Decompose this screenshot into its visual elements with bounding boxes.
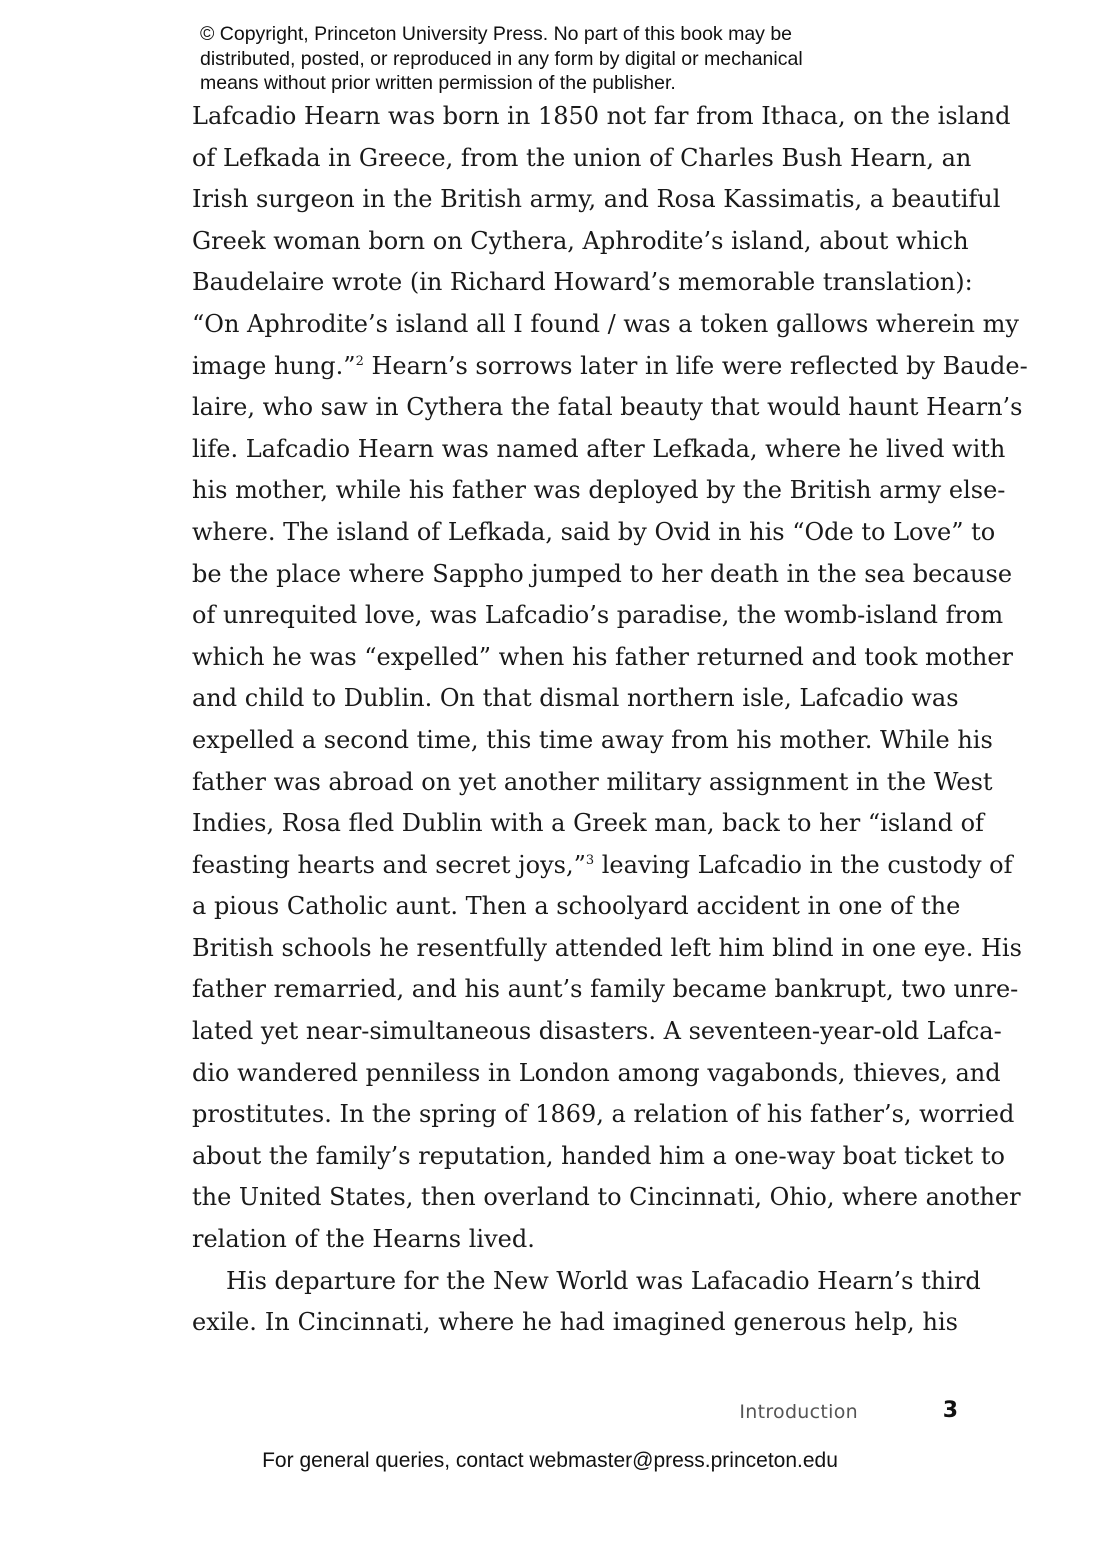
text-line: prostitutes. In the spring of 1869, a relation of his father’s, worried (192, 1100, 1015, 1129)
text-line: which he was “expelled” when his father returned and took mother (192, 642, 1014, 671)
text-line: Indies, Rosa fled Dublin with a Greek man, back to her “island of (192, 809, 984, 838)
text-line: father was abroad on yet another military assignment in the West (192, 767, 993, 796)
text-segment: feasting hearts and secret joys,” (192, 850, 586, 879)
text-line: Baudelaire wrote (in Richard Howard’s memorable translation): (192, 268, 973, 297)
text-line: father remarried, and his aunt’s family became bankrupt, two unre- (192, 975, 1019, 1004)
body-text (192, 96, 1028, 1344)
text-line: laire, who saw in Cythera the fatal beauty that would haunt Hearn’s (192, 393, 1023, 422)
footnote-ref-3: 3 (585, 852, 595, 868)
text-line: lated yet near-simultaneous disasters. A seventeen-year-old Lafca- (192, 1017, 1002, 1046)
text-line: the United States, then overland to Cincinnati, Ohio, where another (192, 1183, 1021, 1212)
text-segment: Hearn’s sorrows later in life were reflected by Baude- (363, 351, 1028, 380)
text-line (192, 845, 1013, 887)
text-line (192, 346, 1028, 388)
text-line: be the place where Sappho jumped to her death in the sea because (192, 559, 1013, 588)
text-line: a pious Catholic aunt. Then a schoolyard accident in one of the (192, 892, 961, 921)
copyright-line: means without prior written permission of the publisher. (200, 72, 676, 94)
text-line: Greek woman born on Cythera, Aphrodite’s island, about which (192, 226, 969, 255)
text-line: about the family’s reputation, handed him a one-way boat ticket to (192, 1141, 1005, 1170)
text-line: where. The island of Lefkada, said by Ovid in his “Ode to Love” to (192, 517, 996, 546)
text-line: exile. In Cincinnati, where he had imagined generous help, his (192, 1308, 958, 1337)
text-line: Lafcadio Hearn was born in 1850 not far from Ithaca, on the island (192, 102, 1011, 130)
text-line: His departure for the New World was Lafacadio Hearn’s third (226, 1266, 981, 1295)
text-line: “On Aphrodite’s island all I found / was a token gallows wherein my (192, 309, 1019, 338)
text-segment: leaving Lafcadio in the custody of (594, 850, 1013, 879)
text-line: expelled a second time, this time away from his mother. While his (192, 725, 993, 754)
text-line: his mother, while his father was deployed by the British army else- (192, 476, 1006, 505)
text-line: life. Lafcadio Hearn was named after Lefkada, where he lived with (192, 434, 1006, 463)
text-line: British schools he resentfully attended left him blind in one eye. His (192, 933, 1022, 962)
copyright-line: © Copyright, Princeton University Press. No part of this book may be (200, 23, 793, 45)
page-number: 3 (942, 1398, 958, 1423)
text-line: and child to Dublin. On that dismal northern isle, Lafcadio was (192, 684, 959, 713)
running-head: Introduction (739, 1401, 858, 1423)
text-line: of Lefkada in Greece, from the union of Charles Bush Hearn, an (192, 143, 972, 172)
text-line: of unrequited love, was Lafcadio’s paradise, the womb-island from (192, 601, 1004, 630)
page-footer (700, 1396, 958, 1426)
text-line: Irish surgeon in the British army, and Rosa Kassimatis, a beautiful (192, 185, 1001, 214)
text-segment: image hung.” (192, 351, 356, 380)
copyright-notice (200, 22, 920, 96)
footnote-ref-2: 2 (355, 353, 364, 369)
contact-notice: For general queries, contact webmaster@press.princeton.edu (262, 1449, 838, 1472)
text-line: dio wandered penniless in London among vagabonds, thieves, and (192, 1058, 1001, 1087)
text-line: relation of the Hearns lived. (192, 1225, 535, 1254)
copyright-line: distributed, posted, or reproduced in any form by digital or mechanical (200, 47, 803, 70)
